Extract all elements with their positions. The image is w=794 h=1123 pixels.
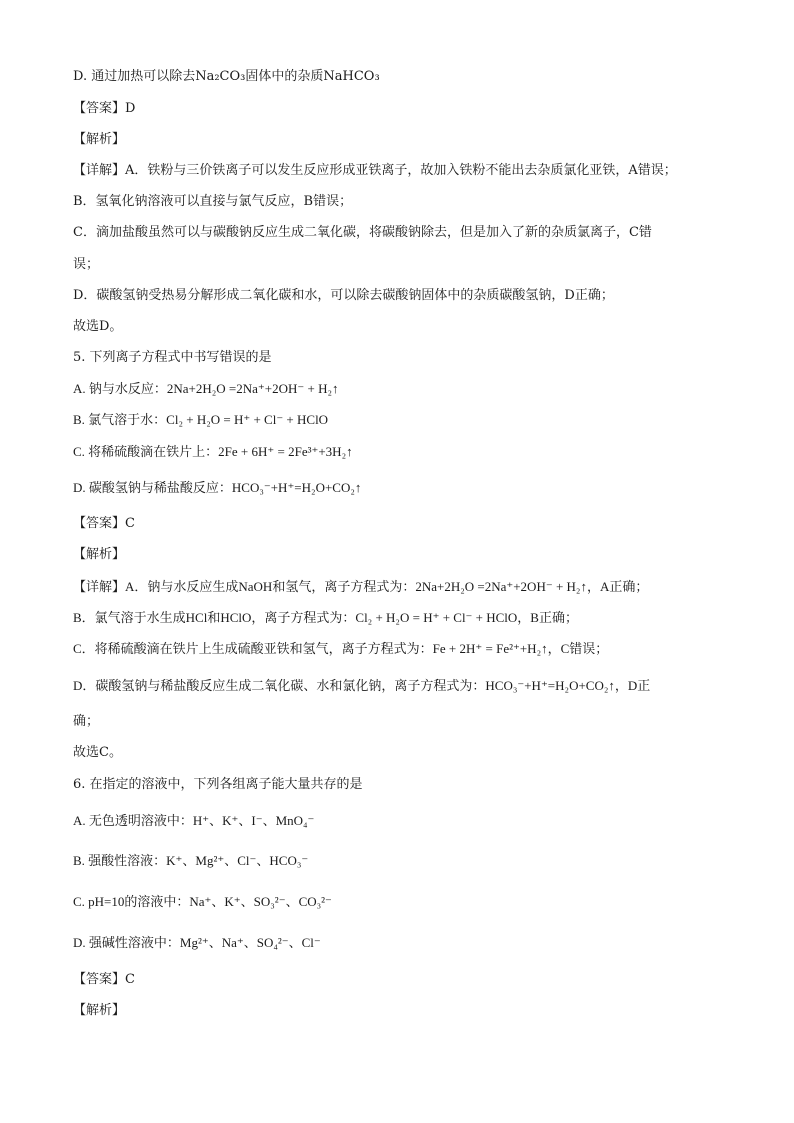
q6-option-a: A. 无色透明溶液中：H⁺、K⁺、I⁻、MnO₄⁻ xyxy=(73,813,315,828)
q5-analysis-label: 【解析】 xyxy=(73,547,126,562)
q5-explanation-d: D．碳酸氢钠与稀盐酸反应生成二氧化碳、水和氯化钠，离子方程式为：HCO₃⁻+H⁺=H₂O+CO₂↑，D正 xyxy=(73,678,651,693)
option-d-line: D. 通过加热可以除去Na₂CO₃固体中的杂质NaHCO₃ xyxy=(73,69,380,84)
q5-explanation-a: 【详解】A．钠与水反应生成NaOH和氢气，离子方程式为：2Na+2H₂O =2Na⁺+2OH⁻ + H₂↑，A正确； xyxy=(73,579,649,594)
explanation-a: 【详解】A．铁粉与三价铁离子可以发生反应形成亚铁离子，故加入铁粉不能出去杂质氯化亚铁，A错误； xyxy=(73,163,677,178)
q6-option-b: B. 强酸性溶液：K⁺、Mg²⁺、Cl⁻、HCO₃⁻ xyxy=(73,853,309,868)
question-5-stem: 5. 下列离子方程式中书写错误的是 xyxy=(73,350,272,365)
explanation-b: B．氢氧化钠溶液可以直接与氯气反应，B错误； xyxy=(73,194,353,209)
q5-explanation-d-cont: 确； xyxy=(73,714,100,729)
q5-answer-label: 【答案】C xyxy=(73,516,135,531)
q6-analysis-label: 【解析】 xyxy=(73,1003,126,1018)
q5-option-b: B. 氯气溶于水：Cl₂ + H₂O = H⁺ + Cl⁻ + HClO xyxy=(73,412,329,427)
explanation-c: C．滴加盐酸虽然可以与碳酸钠反应生成二氧化碳，将碳酸钠除去，但是加入了新的杂质氯离子，C错 xyxy=(73,225,652,240)
q5-conclusion: 故选C。 xyxy=(73,745,122,760)
q6-option-d: D. 强碱性溶液中：Mg²⁺、Na⁺、SO₄²⁻、Cl⁻ xyxy=(73,935,321,950)
q6-option-c: C. pH=10的溶液中：Na⁺、K⁺、SO₃²⁻、CO₃²⁻ xyxy=(73,894,332,909)
question-6-stem: 6. 在指定的溶液中，下列各组离子能大量共存的是 xyxy=(73,777,363,792)
q5-option-d: D. 碳酸氢钠与稀盐酸反应：HCO₃⁻+H⁺=H₂O+CO₂↑ xyxy=(73,480,362,495)
q6-answer-label: 【答案】C xyxy=(73,972,135,987)
conclusion: 故选D。 xyxy=(73,319,123,334)
q5-option-c: C. 将稀硫酸滴在铁片上：2Fe + 6H⁺ = 2Fe³⁺+3H₂↑ xyxy=(73,444,353,459)
explanation-d: D．碳酸氢钠受热易分解形成二氧化碳和水，可以除去碳酸钠固体中的杂质碳酸氢钠，D正确； xyxy=(73,288,614,303)
analysis-label: 【解析】 xyxy=(73,132,126,147)
q5-option-a: A. 钠与水反应：2Na+2H₂O =2Na⁺+2OH⁻ + H₂↑ xyxy=(73,381,339,396)
q5-explanation-b: B．氯气溶于水生成HCl和HClO，离子方程式为：Cl₂ + H₂O = H⁺ + Cl⁻ + HClO，B正确； xyxy=(73,610,578,625)
explanation-c-cont: 误； xyxy=(73,257,100,272)
answer-label: 【答案】D xyxy=(73,101,136,116)
q5-explanation-c: C．将稀硫酸滴在铁片上生成硫酸亚铁和氢气，离子方程式为：Fe + 2H⁺ = Fe²⁺+H₂↑，C错误； xyxy=(73,641,609,656)
